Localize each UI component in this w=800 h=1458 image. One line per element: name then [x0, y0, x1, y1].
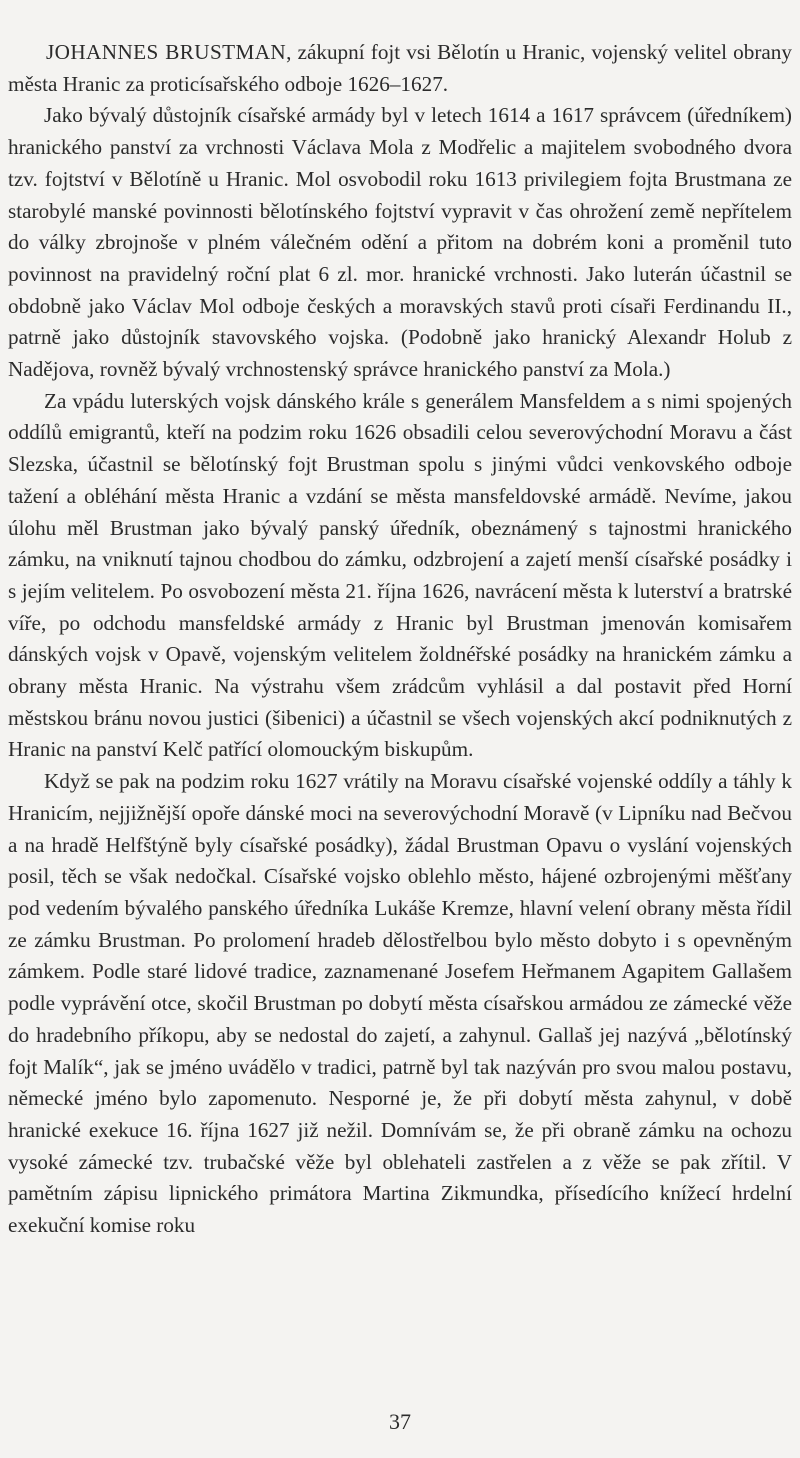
paragraph: Za vpádu luterských vojsk dánského krále s generálem Mansfeldem a s nimi spojených oddílů emigrantů, kteří na podzim roku 1626 obsadili celou severovýchodní Moravu a část Slezska, účastnil se bělotínský fojt Brustman spolu s jinými vůdci venkovského odboje tažení a obléhání města Hranic a vzdání se města mansfeldovské armádě. Nevíme, jakou úlohu měl Brustman jako bývalý panský úředník, obeznámený s tajnostmi hranického zámku, na vniknutí tajnou chodbou do zámku, odzbrojení a zajetí menší císařské posádky i s jejím velitelem. Po osvobození města 21. října 1626, navrácení města k luterství a bratrské víře, po odchodu mansfeldské armády z Hranic byl Brustman jmenován komisařem dánských vojsk v Opavě, vojenským velitelem žoldnéřské posádky na hranickém zámku a obrany města Hranic. Na výstrahu všem zrádcům vyhlásil a dal postavit před Horní městskou bránu novou justici (šibenici) a účastnil se všech vojenských akcí podniknutých z Hranic na panství Kelč patřící olomouckým biskupům. [8, 388, 792, 762]
body-text [8, 37, 792, 1242]
paragraph: Když se pak na podzim roku 1627 vrátily na Moravu císařské vojenské oddíly a táhly k Hranicím, nejjižnější opoře dánské moci na severovýchodní Moravě (v Lipníku nad Bečvou a na hradě Helfštýně byly císařské posádky), žádal Brustman Opavu o vyslání vojenských posil, těch se však nedočkal. Císařské vojsko oblehlo město, hájené ozbrojenými měšťany pod vedením bývalého panského úředníka Lukáše Kremze, hlavní velení obrany města řídil ze zámku Brustman. Po prolomení hradeb dělostřelbou bylo město dobyto i s opevněným zámkem. Podle staré lidové tradice, zaznamenané Josefem Heřmanem Agapitem Gallašem podle vyprávění otce, skočil Brustman po dobytí města císařskou armádou ze zámecké věže do hradebního příkopu, aby se nedostal do zajetí, a zahynul. Gallaš jej nazývá „bělotínský fojt Malík“, jak se jméno uvádělo v tradici, patrně byl tak nazýván pro svou malou postavu, německé jméno bylo zapomenuto. Nesporné je, že při dobytí města zahynul, v době hranické exekuce 16. října 1627 již nežil. Domnívám se, že při obraně zámku na ochozu vysoké zámecké tzv. trubačské věže byl oblehateli zastřelen a z věže se pak zřítil. V pamětním zápisu lipnického primátora Martina Zikmundka, přísedícího knížecí hrdelní exekuční komise roku [8, 769, 792, 1238]
page-number: 37 [389, 1409, 411, 1434]
entry-intro-text: , zákupní fojt vsi Bělotín u Hranic, vojenský velitel obrany města Hranic za proticísařského odboje 1626–1627. [8, 40, 792, 96]
paragraph-intro [8, 37, 792, 100]
entry-name: JOHANNES BRUSTMAN [46, 40, 287, 64]
paragraph: Jako bývalý důstojník císařské armády byl v letech 1614 a 1617 správcem (úředníkem) hranického panství za vrchnosti Václava Mola z Modřelic a majitelem svobodného dvora tzv. fojtství v Bělotíně u Hranic. Mol osvobodil roku 1613 privilegiem fojta Brustmana ze starobylé manské povinnosti bělotínského fojtství vypravit v čas ohrožení země nepřítelem do války zbrojnoše v plném válečném odění a přitom na dobrém koni a proměnil tuto povinnost na pravidelný roční plat 6 zl. mor. hranické vrchnosti. Jako luterán účastnil se obdobně jako Václav Mol odboje českých a moravských stavů proti císaři Ferdinandu II., patrně jako důstojník stavovského vojska. (Podobně jako hranický Alexandr Holub z Nadějova, rovněž bývalý vrchnostenský správce hranického panství za Mola.) [8, 103, 792, 382]
